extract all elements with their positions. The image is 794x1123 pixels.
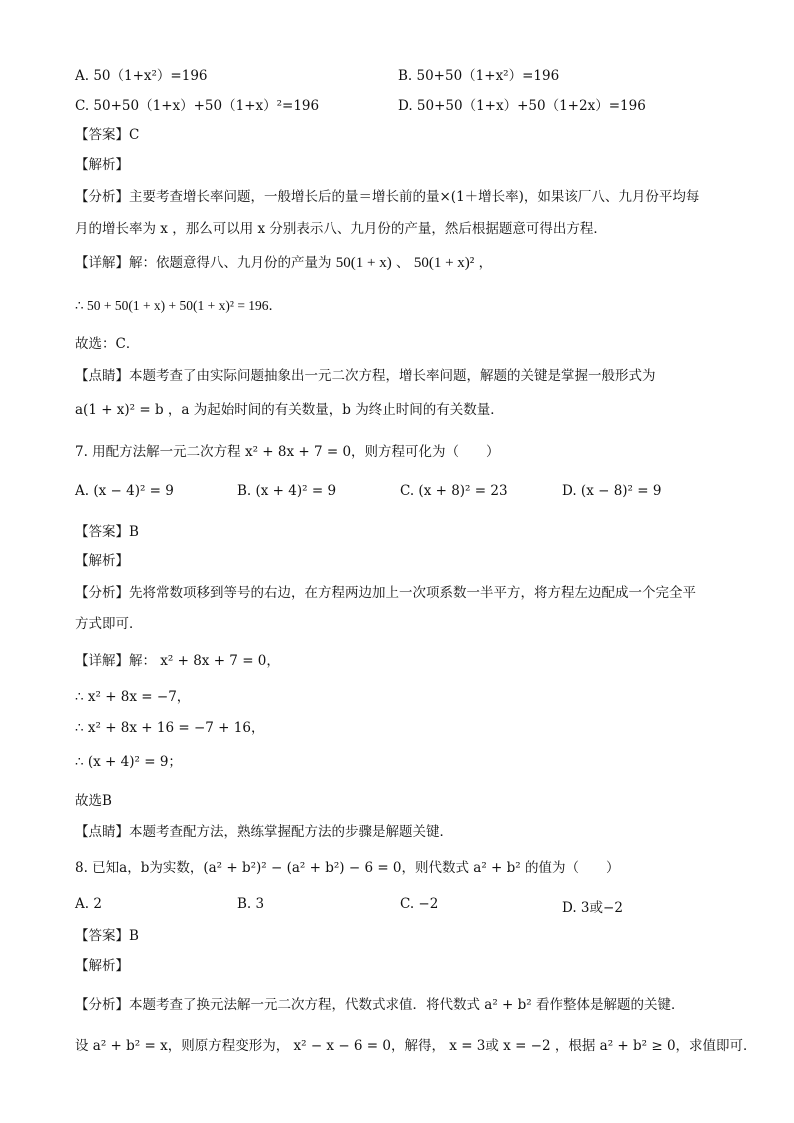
q6-option-d: D. 50+50（1+x）+50（1+2x）=196 [398,98,646,114]
q6-dianjing-line1: 【点睛】本题考查了由实际问题抽象出一元二次方程，增长率问题，解题的关键是掌握一般形式为 [75,368,656,384]
q6-xiangjie-text: 【详解】解：依题意得八、九月份的产量为 [75,255,332,271]
q7-option-c: C. (x + 8)² = 23 [400,483,508,499]
q8-option-c: C. −2 [400,896,439,912]
q7-step1: ∴ x² + 8x = −7， [75,689,191,705]
q6-option-b: B. 50+50（1+x²）=196 [398,68,560,84]
q7-jiexi: 【解析】 [75,553,129,569]
q7-dianjing: 【点睛】本题考查配方法，熟练掌握配方法的步骤是解题关键． [75,824,453,840]
q7-option-d: D. (x − 8)² = 9 [562,483,662,499]
q8-stem: 8. 已知a，b为实数，(a² + b²)² − (a² + b²) − 6 = 0，则代数式 a² + b² 的值为（ ） [75,860,620,876]
q6-jiexi: 【解析】 [75,157,129,173]
q6-xiangjie-math2: 50(1 + x)² [413,255,475,271]
q7-xiangjie: 【详解】解： x² + 8x + 7 = 0， [75,653,280,669]
q7-stem: 7. 用配方法解一元二次方程 x² + 8x + 7 = 0，则方程可化为（ ） [75,444,500,460]
q7-step3: ∴ (x + 4)² = 9； [75,754,182,770]
q8-option-a: A. 2 [75,896,102,912]
q6-xiangjie-end: ， [478,255,493,271]
q6-option-c: C. 50+50（1+x）+50（1+x）²=196 [75,98,320,114]
q6-answer: 【答案】C [75,127,140,143]
q8-option-b: B. 3 [237,896,265,912]
q6-dianjing-line2: a(1 + x)² = b ，a 为起始时间的有关数量，b 为终止时间的有关数量． [75,402,504,418]
q7-answer: 【答案】B [75,524,139,540]
q8-answer: 【答案】B [75,928,139,944]
q6-equation: ∴ 50 + 50(1 + x) + 50(1 + x)² = 196． [75,298,283,313]
q6-fenxi-line2: 月的增长率为 x ，那么可以用 x 分别表示八、九月份的产量，然后根据题意可得出方程． [75,221,607,237]
q6-guxuan: 故选：C． [75,336,140,352]
q7-fenxi-line1: 【分析】先将常数项移到等号的右边，在方程两边加上一次项系数一半平方，将方程左边配成一个完全平 [75,585,696,601]
q8-last-line: 设 a² + b² = x，则原方程变形为， x² − x − 6 = 0，解得， x = 3或 x = −2 ，根据 a² + b² ≥ 0，求值即可． [75,1038,757,1054]
q7-fenxi-line2: 方式即可． [75,616,143,632]
q6-xiangjie-math1: 50(1 + x) [335,255,392,271]
q7-option-b: B. (x + 4)² = 9 [237,483,337,499]
q6-fenxi-line1: 【分析】主要考查增长率问题，一般增长后的量＝增长前的量×(1＋增长率)，如果该厂八、九月份平均每 [75,189,700,205]
q7-guxuan: 故选B [75,793,112,809]
q6-option-a: A. 50（1+x²）=196 [75,68,208,84]
q8-jiexi: 【解析】 [75,958,129,974]
q8-fenxi: 【分析】本题考查了换元法解一元二次方程，代数式求值．将代数式 a² + b² 看作整体是解题的关键． [75,997,685,1013]
q7-option-a: A. (x − 4)² = 9 [75,483,174,499]
q6-xiangjie [75,253,492,273]
q7-step2: ∴ x² + 8x + 16 = −7 + 16， [75,720,265,736]
q6-xiangjie-sep: 、 [396,255,410,271]
q8-option-d: D. 3或−2 [562,900,623,916]
